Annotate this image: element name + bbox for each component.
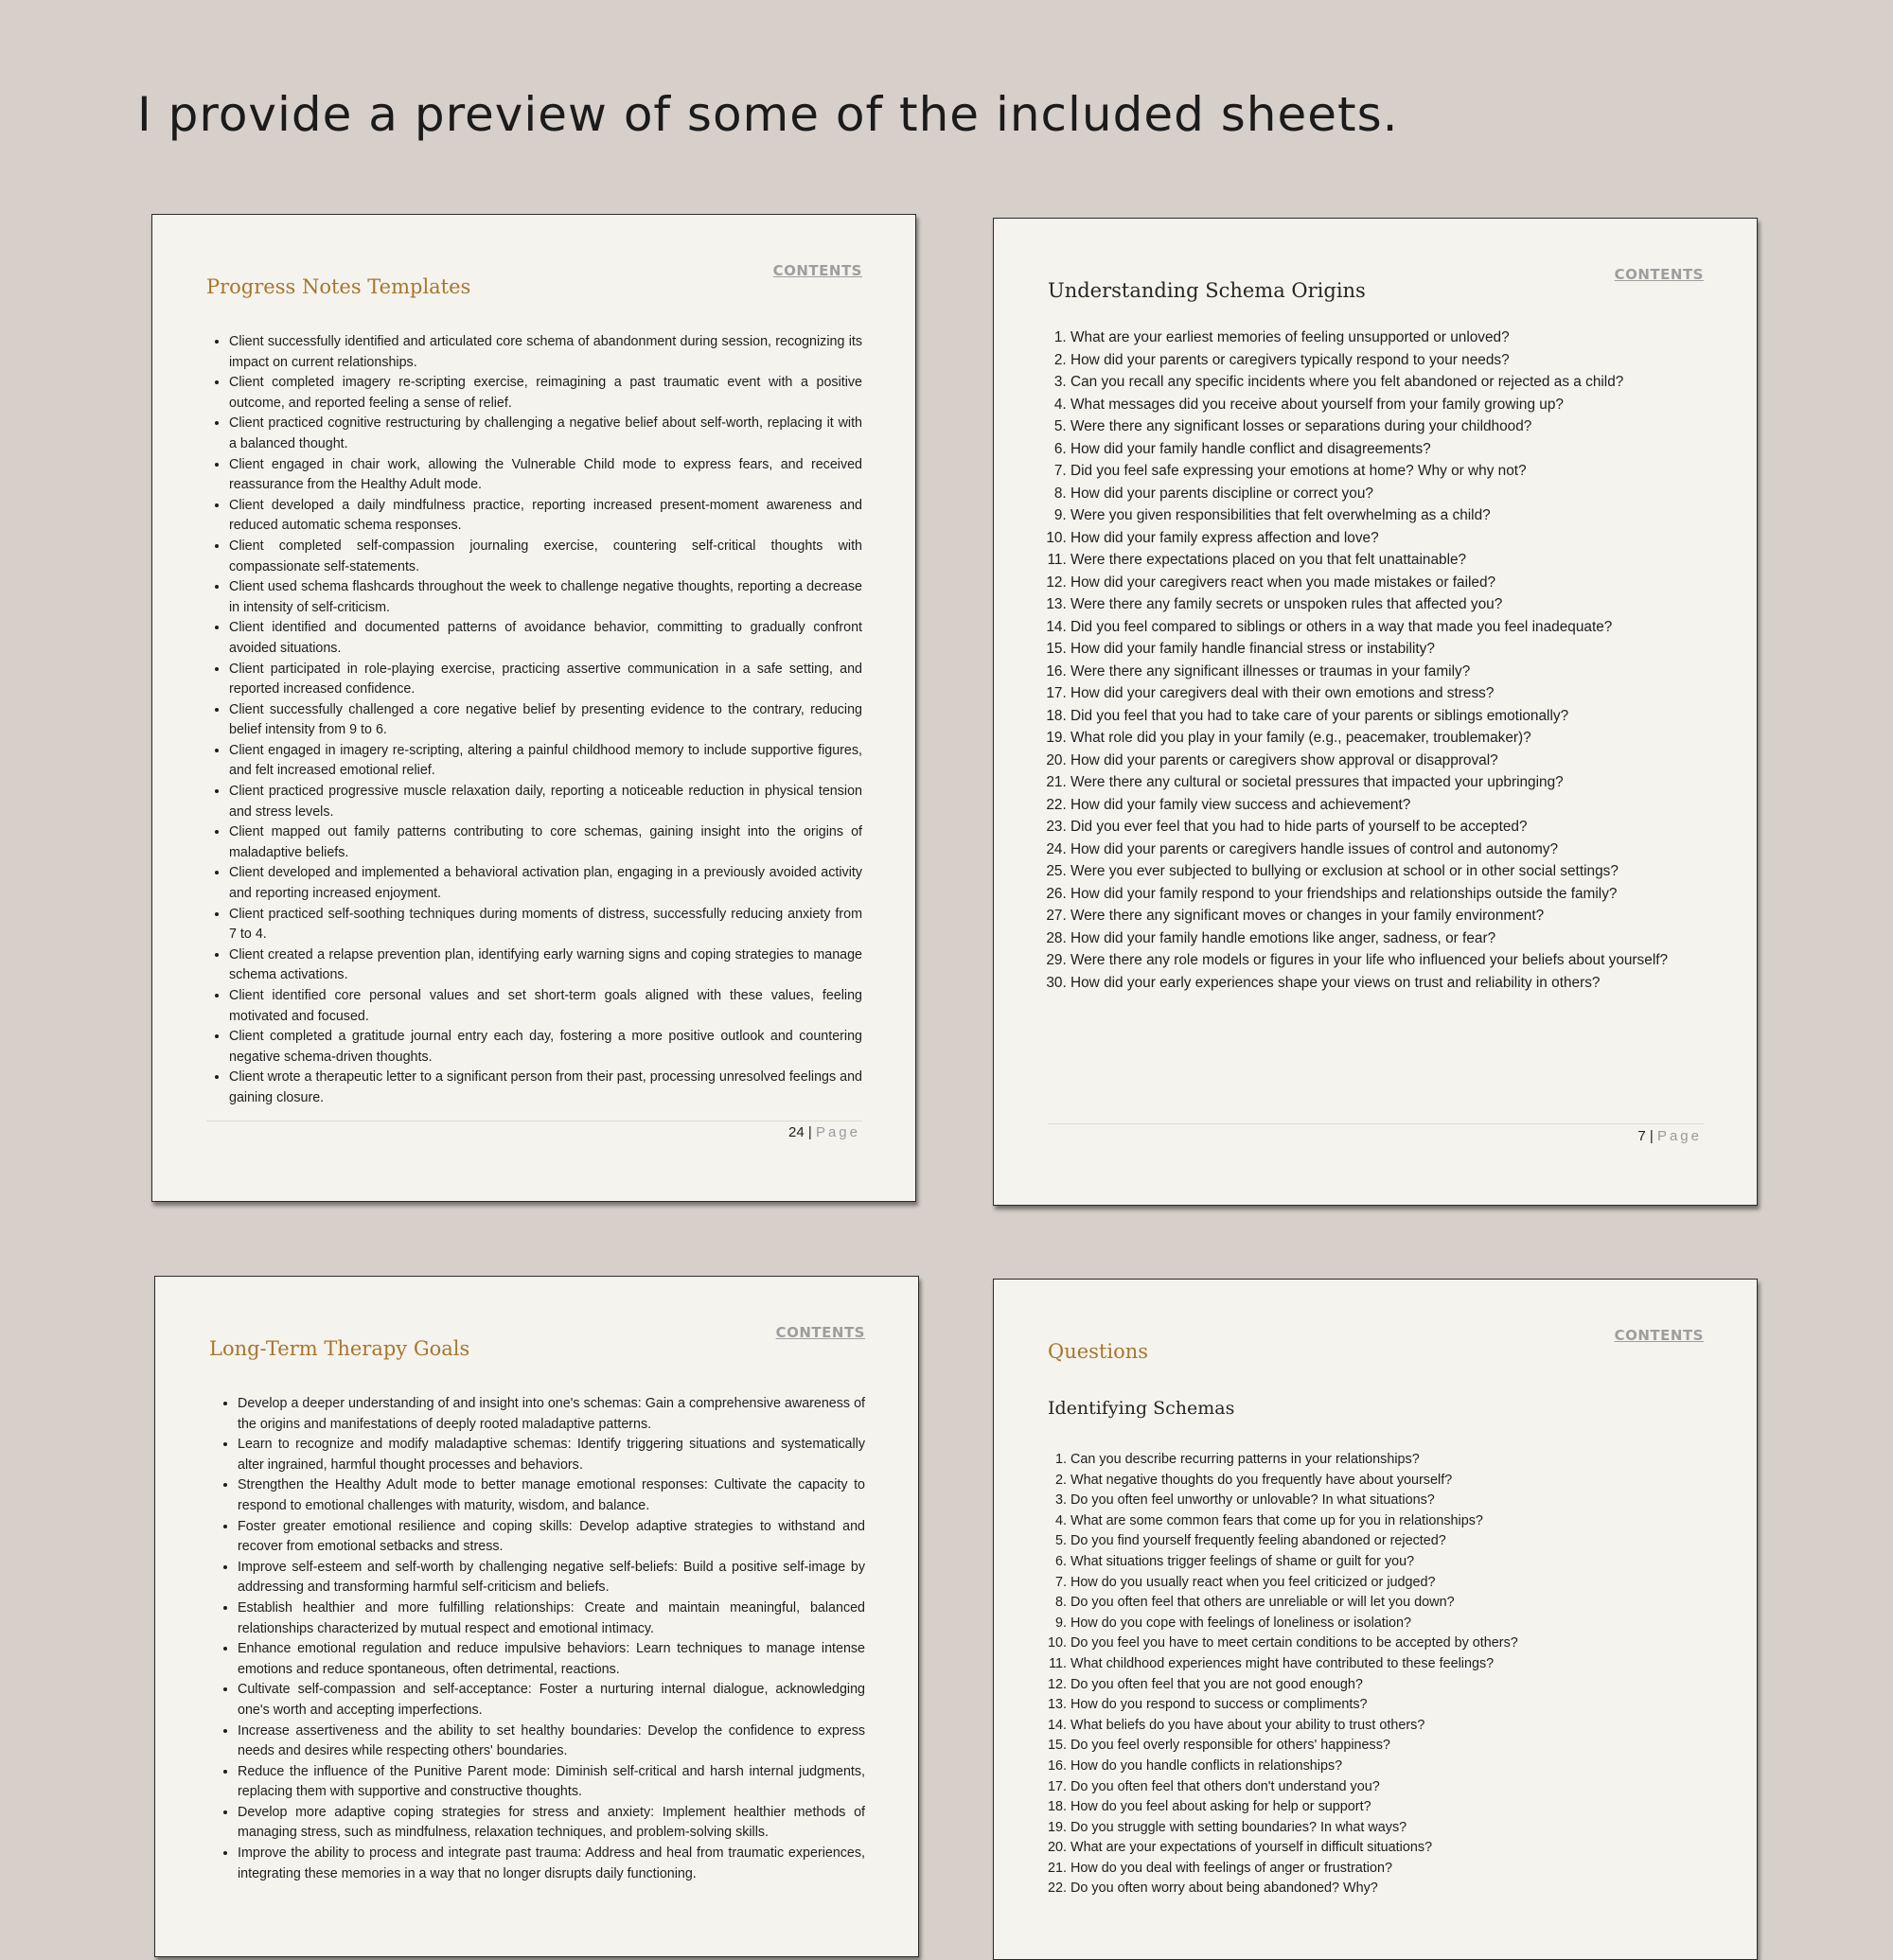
list-item: 20. How did your parents or caregivers show approval or disapproval?: [1070, 750, 1704, 772]
list-item: • Client practiced cognitive restructuring by challenging a negative belief about self-worth, replacing it with a balanced thought.: [229, 414, 862, 454]
question-list: [1048, 327, 1704, 994]
list-item: • Client created a relapse prevention plan, identifying early warning signs and coping strategies to manage schema activations.: [229, 945, 862, 986]
list-item: 5. Were there any significant losses or separations during your childhood?: [1070, 415, 1704, 438]
list-item: 27. Were there any significant moves or changes in your family environment?: [1070, 905, 1704, 927]
list-item: 17. How did your caregivers deal with their own emotions and stress?: [1070, 682, 1704, 705]
list-item: 17. Do you often feel that others don't understand you?: [1070, 1777, 1704, 1798]
list-item: 18. How do you feel about asking for help or support?: [1070, 1797, 1704, 1818]
list-item: 15. How did your family handle financial stress or instability?: [1070, 638, 1704, 661]
sheet-title: Understanding Schema Origins: [1048, 279, 1366, 302]
page-label: Page: [815, 1124, 860, 1140]
list-item: 23. Did you ever feel that you had to hide parts of yourself to be accepted?: [1070, 816, 1704, 839]
footer-divider: [1048, 1123, 1704, 1124]
list-item: • Foster greater emotional resilience and coping skills: Develop adaptive strategies to withstand and recover from emotional setbacks and stress.: [238, 1517, 865, 1558]
list-item: 4. What messages did you receive about yourself from your family growing up?: [1070, 394, 1704, 416]
page-number: [788, 1124, 860, 1140]
sheet-title: Questions: [1048, 1340, 1149, 1363]
list-item: • Improve self-esteem and self-worth by challenging negative self-beliefs: Build a positive self-image by addressing and transforming harmful self-criticism and beliefs.: [238, 1558, 865, 1598]
list-item: • Client mapped out family patterns contributing to core schemas, gaining insight into the origins of maladaptive beliefs.: [229, 822, 862, 863]
page-label: Page: [1656, 1128, 1702, 1144]
list-item: 1. What are your earliest memories of feeling unsupported or unloved?: [1070, 327, 1704, 349]
list-item: • Client identified core personal values and set short-term goals aligned with these values, feeling motivated and focused.: [229, 986, 862, 1027]
list-item: 15. Do you feel overly responsible for others' happiness?: [1070, 1736, 1704, 1757]
list-item: 6. What situations trigger feelings of shame or guilt for you?: [1070, 1552, 1704, 1573]
bullet-list: [206, 332, 862, 1109]
list-item: 19. What role did you play in your family (e.g., peacemaker, troublemaker)?: [1070, 727, 1704, 750]
page-number-value: 7 |: [1637, 1128, 1654, 1144]
contents-link[interactable]: CONTENTS: [1614, 1327, 1704, 1344]
list-item: • Client developed a daily mindfulness practice, reporting increased present-moment awareness and reduced automatic schema responses.: [229, 496, 862, 537]
list-item: 21. How do you deal with feelings of anger or frustration?: [1070, 1859, 1704, 1880]
sheet-questions: [993, 1279, 1758, 1960]
list-item: 10. Do you feel you have to meet certain conditions to be accepted by others?: [1070, 1633, 1704, 1654]
list-item: 14. Did you feel compared to siblings or others in a way that made you feel inadequate?: [1070, 616, 1704, 639]
page-number: [1637, 1128, 1702, 1144]
list-item: 18. Did you feel that you had to take care of your parents or siblings emotionally?: [1070, 705, 1704, 728]
list-item: 3. Do you often feel unworthy or unlovable? In what situations?: [1070, 1491, 1704, 1511]
list-item: 6. How did your family handle conflict and disagreements?: [1070, 438, 1704, 461]
list-item: 8. Do you often feel that others are unreliable or will let you down?: [1070, 1593, 1704, 1614]
list-item: 30. How did your early experiences shape your views on trust and reliability in others?: [1070, 972, 1704, 995]
list-item: • Establish healthier and more fulfilling relationships: Create and maintain meaningful, balanced relationships characterized by mutual respect and emotional intimacy.: [238, 1598, 865, 1639]
list-item: • Learn to recognize and modify maladaptive schemas: Identify triggering situations and systematically alter ingrained, harmful thought processes and behaviors.: [238, 1435, 865, 1475]
list-item: • Enhance emotional regulation and reduce impulsive behaviors: Learn techniques to manage intense emotions and reduce spontaneous, often detrimental, reactions.: [238, 1639, 865, 1680]
list-item: • Client wrote a therapeutic letter to a significant person from their past, processing unresolved feelings and gaining closure.: [229, 1068, 862, 1108]
list-item: 9. Were you given responsibilities that felt overwhelming as a child?: [1070, 504, 1704, 527]
list-item: 3. Can you recall any specific incidents where you felt abandoned or rejected as a child?: [1070, 371, 1704, 394]
list-item: 20. What are your expectations of yourself in difficult situations?: [1070, 1838, 1704, 1859]
list-item: • Client engaged in imagery re-scripting, altering a painful childhood memory to include supportive figures, and felt increased emotional relief.: [229, 741, 862, 782]
list-item: 11. Were there expectations placed on you that felt unattainable?: [1070, 549, 1704, 572]
list-item: 7. Did you feel safe expressing your emotions at home? Why or why not?: [1070, 460, 1704, 483]
list-item: 19. Do you struggle with setting boundaries? In what ways?: [1070, 1818, 1704, 1839]
list-item: • Client used schema flashcards throughout the week to challenge negative thoughts, reporting a decrease in intensity of self-criticism.: [229, 577, 862, 618]
list-item: 9. How do you cope with feelings of loneliness or isolation?: [1070, 1614, 1704, 1634]
list-item: • Cultivate self-compassion and self-acceptance: Foster a nurturing internal dialogue, acknowledging one's worth and accepting imperfections.: [238, 1680, 865, 1721]
list-item: • Client practiced self-soothing techniques during moments of distress, successfully reducing anxiety from 7 to 4.: [229, 905, 862, 945]
list-item: 29. Were there any role models or figures in your life who influenced your beliefs about yourself?: [1070, 949, 1704, 972]
contents-link[interactable]: CONTENTS: [1614, 266, 1704, 283]
list-item: 26. How did your family respond to your friendships and relationships outside the family?: [1070, 883, 1704, 906]
list-item: 5. Do you find yourself frequently feeling abandoned or rejected?: [1070, 1531, 1704, 1552]
list-item: • Client successfully challenged a core negative belief by presenting evidence to the contrary, reducing belief intensity from 9 to 6.: [229, 700, 862, 741]
list-item: 4. What are some common fears that come up for you in relationships?: [1070, 1511, 1704, 1532]
list-item: 8. How did your parents discipline or correct you?: [1070, 483, 1704, 505]
list-item: 14. What beliefs do you have about your ability to trust others?: [1070, 1716, 1704, 1737]
sheet-schema-origins: [993, 218, 1758, 1206]
list-item: 22. Do you often worry about being abandoned? Why?: [1070, 1879, 1704, 1899]
list-item: • Client completed a gratitude journal entry each day, fostering a more positive outlook and countering negative schema-driven thoughts.: [229, 1027, 862, 1068]
list-item: • Reduce the influence of the Punitive Parent mode: Diminish self-critical and harsh internal judgments, replacing them with supportive and constructive thoughts.: [238, 1762, 865, 1803]
list-item: • Increase assertiveness and the ability to set healthy boundaries: Develop the confidence to express needs and desires while respecting others' boundaries.: [238, 1722, 865, 1762]
list-item: 11. What childhood experiences might have contributed to these feelings?: [1070, 1654, 1704, 1675]
list-item: • Client identified and documented patterns of avoidance behavior, committing to gradually confront avoided situations.: [229, 618, 862, 659]
list-item: 1. Can you describe recurring patterns in your relationships?: [1070, 1450, 1704, 1471]
list-item: • Client practiced progressive muscle relaxation daily, reporting a noticeable reduction in physical tension and stress levels.: [229, 782, 862, 822]
page-number-value: 24 |: [788, 1124, 812, 1140]
list-item: • Client engaged in chair work, allowing the Vulnerable Child mode to express fears, and received reassurance from the Healthy Adult mode.: [229, 455, 862, 496]
list-item: 2. How did your parents or caregivers typically respond to your needs?: [1070, 349, 1704, 372]
list-item: • Improve the ability to process and integrate past trauma: Address and heal from traumatic experiences, integrating these memories in a way that no longer disrupts daily functioning.: [238, 1844, 865, 1884]
list-item: 10. How did your family express affection and love?: [1070, 527, 1704, 550]
question-list: [1048, 1450, 1704, 1899]
sheet-therapy-goals: [154, 1276, 919, 1957]
list-item: 12. Do you often feel that you are not good enough?: [1070, 1675, 1704, 1696]
list-item: 16. How do you handle conflicts in relationships?: [1070, 1757, 1704, 1777]
list-item: 13. How do you respond to success or compliments?: [1070, 1695, 1704, 1716]
list-item: • Develop more adaptive coping strategies for stress and anxiety: Implement healthier methods of managing stress, such as mindfulness, relaxation techniques, and problem-solving skills.: [238, 1803, 865, 1844]
sheet-title: Long-Term Therapy Goals: [209, 1337, 470, 1360]
bullet-list: [209, 1394, 865, 1884]
list-item: 25. Were you ever subjected to bullying or exclusion at school or in other social settings?: [1070, 860, 1704, 883]
list-item: • Develop a deeper understanding of and insight into one's schemas: Gain a comprehensive awareness of the origins and manifestations of deeply rooted maladaptive patterns.: [238, 1394, 865, 1435]
sheet-subtitle: Identifying Schemas: [1048, 1398, 1235, 1419]
list-item: 21. Were there any cultural or societal pressures that impacted your upbringing?: [1070, 771, 1704, 794]
page-headline: I provide a preview of some of the included sheets.: [137, 87, 1399, 142]
sheet-progress-notes: [151, 214, 916, 1202]
list-item: • Client developed and implemented a behavioral activation plan, engaging in a previously avoided activity and reporting increased enjoyment.: [229, 863, 862, 904]
list-item: 28. How did your family handle emotions like anger, sadness, or fear?: [1070, 927, 1704, 950]
contents-link[interactable]: CONTENTS: [775, 1324, 865, 1341]
list-item: 22. How did your family view success and achievement?: [1070, 794, 1704, 817]
list-item: 12. How did your caregivers react when you made mistakes or failed?: [1070, 572, 1704, 594]
list-item: 2. What negative thoughts do you frequently have about yourself?: [1070, 1471, 1704, 1492]
list-item: 13. Were there any family secrets or unspoken rules that affected you?: [1070, 593, 1704, 616]
sheet-title: Progress Notes Templates: [206, 275, 471, 298]
list-item: • Client participated in role-playing exercise, practicing assertive communication in a safe setting, and reported increased confidence.: [229, 660, 862, 700]
list-item: 24. How did your parents or caregivers handle issues of control and autonomy?: [1070, 839, 1704, 861]
list-item: • Client successfully identified and articulated core schema of abandonment during session, recognizing its impact on current relationships.: [229, 332, 862, 373]
list-item: 16. Were there any significant illnesses or traumas in your family?: [1070, 661, 1704, 683]
list-item: 7. How do you usually react when you feel criticized or judged?: [1070, 1573, 1704, 1594]
list-item: • Strengthen the Healthy Adult mode to better manage emotional responses: Cultivate the capacity to respond to emotional challenges with maturity, wisdom, and balance.: [238, 1475, 865, 1516]
contents-link[interactable]: CONTENTS: [772, 262, 862, 279]
list-item: • Client completed self-compassion journaling exercise, countering self-critical thoughts with compassionate self-statements.: [229, 537, 862, 577]
list-item: • Client completed imagery re-scripting exercise, reimagining a past traumatic event with a positive outcome, and reported feeling a sense of relief.: [229, 373, 862, 414]
